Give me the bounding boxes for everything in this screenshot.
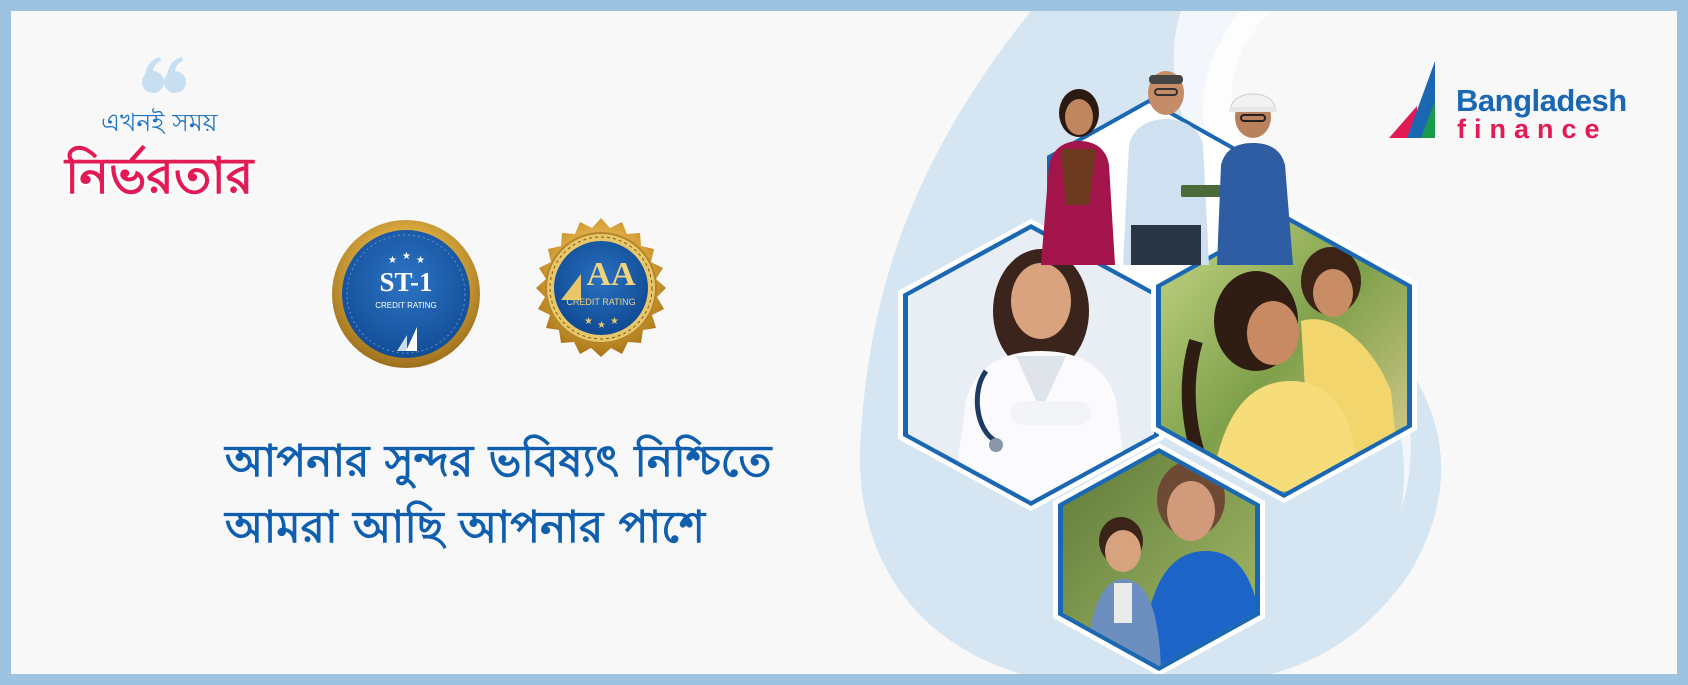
svg-text:★: ★: [388, 255, 397, 266]
aa-badge-title: AA: [586, 256, 636, 293]
headline-line-2: আমরা আছি আপনার পাশে: [225, 502, 706, 553]
logo-text-finance: finance: [1457, 114, 1608, 144]
aa-badge-subtitle: CREDIT RATING: [566, 297, 636, 307]
svg-text:★: ★: [610, 316, 619, 327]
senior-man-figure: [1123, 71, 1221, 265]
woman-saree-figure: [1041, 89, 1115, 265]
st1-badge-title: ST-1: [379, 267, 433, 297]
engineer-figure: [1217, 94, 1293, 265]
tagline-big-text: নির্ভরতার: [65, 147, 254, 205]
headline-line-1: আপনার সুন্দর ভবিষ্যৎ নিশ্চিতে: [225, 436, 772, 487]
bangladesh-finance-logo: [1389, 55, 1659, 145]
logo-triangle-icon: [1389, 61, 1459, 145]
svg-text:★: ★: [584, 316, 593, 327]
banner: [11, 11, 1677, 674]
st1-badge-subtitle: CREDIT RATING: [375, 301, 437, 310]
logo-text-bangladesh: Bangladesh: [1456, 83, 1627, 118]
professionals-group-photo: [1031, 65, 1371, 265]
tagline-small-text: এখনই সময়: [101, 108, 218, 137]
svg-text:★: ★: [597, 320, 606, 331]
svg-text:★: ★: [402, 251, 411, 262]
svg-text:★: ★: [416, 255, 425, 266]
